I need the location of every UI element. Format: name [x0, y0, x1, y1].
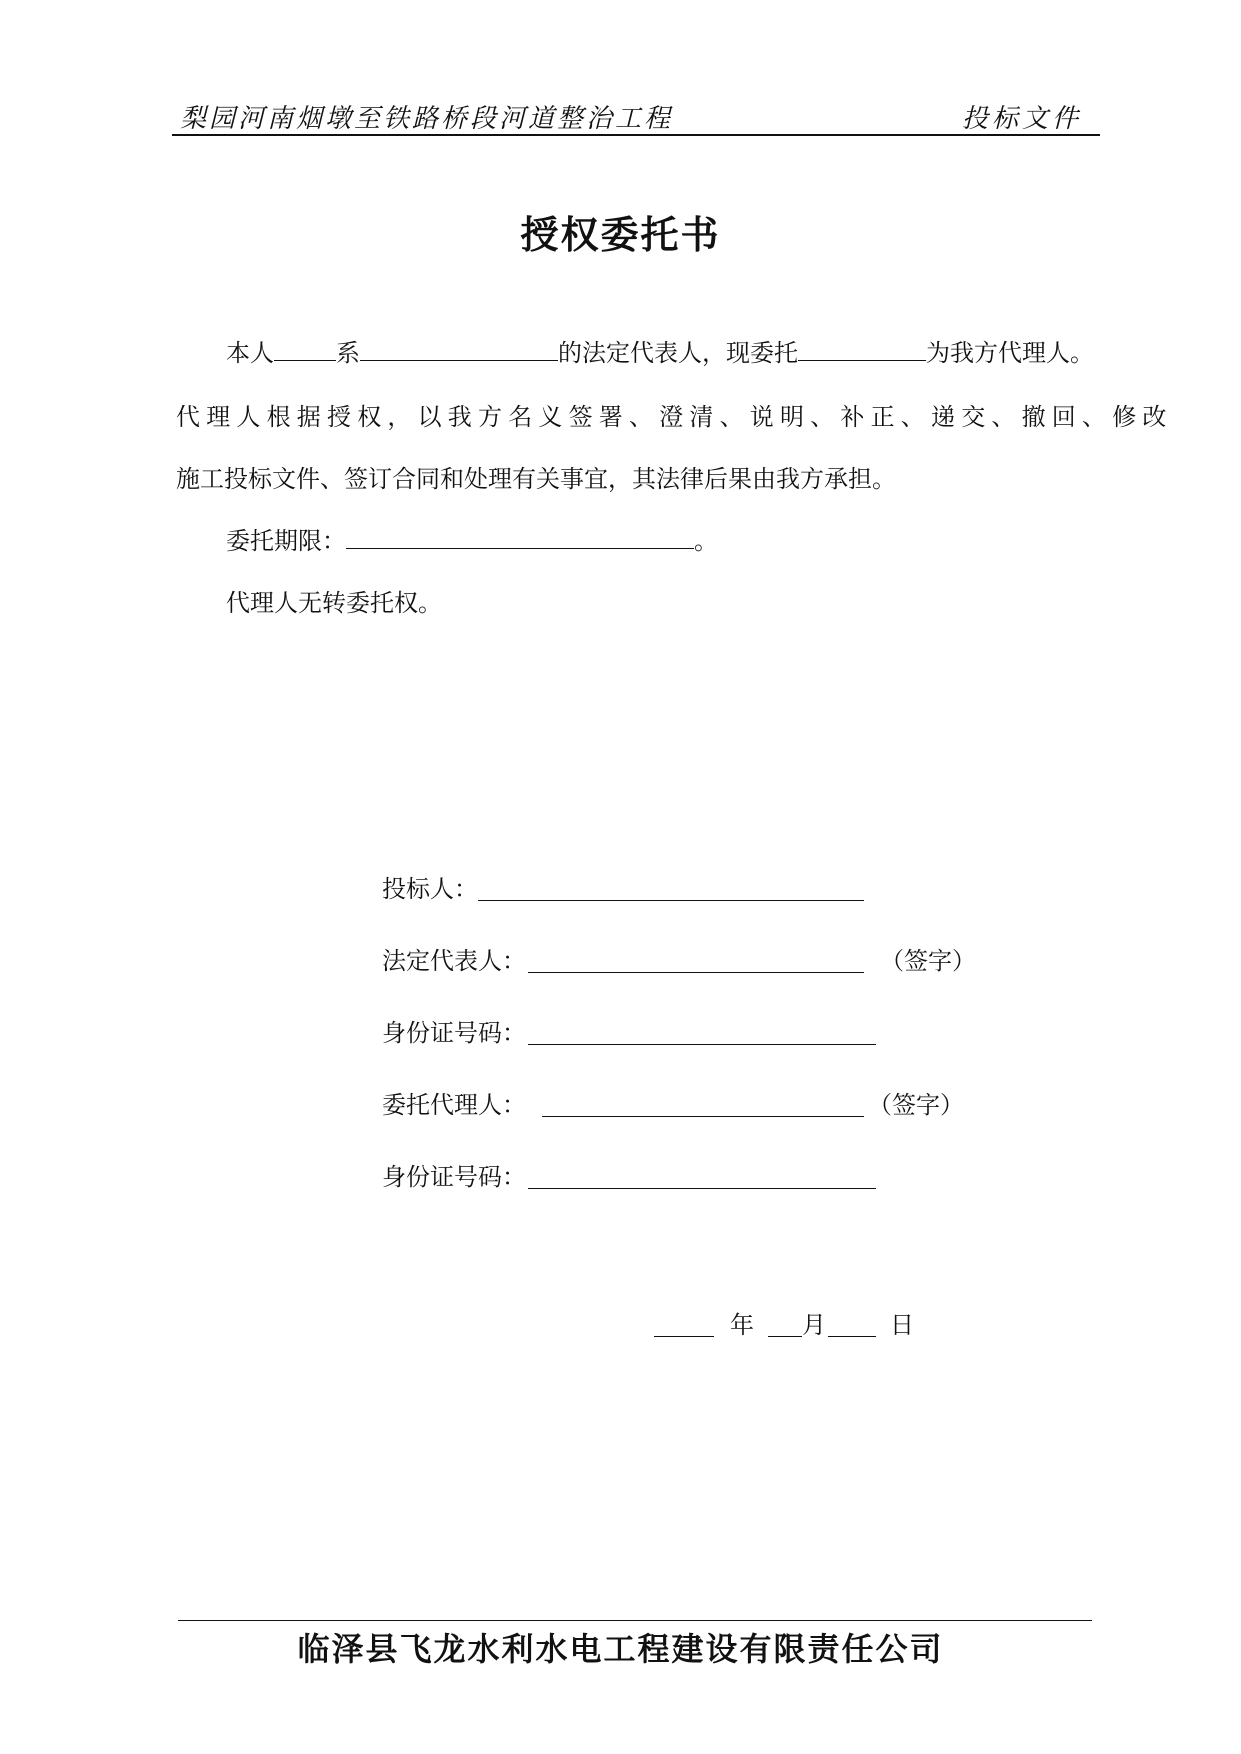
agent-blank[interactable] [542, 1114, 864, 1117]
paragraph-line-1 [226, 338, 1094, 368]
term-blank[interactable] [346, 526, 694, 549]
month-blank[interactable] [768, 1334, 802, 1337]
id-number-label-2: 身份证号码： [382, 1163, 526, 1191]
sign-note-1: （签字） [880, 947, 976, 975]
header-doc-type: 投标文件 [961, 104, 1082, 134]
bidder-label: 投标人： [382, 875, 478, 903]
legal-rep-blank[interactable] [528, 970, 864, 973]
name-blank[interactable] [274, 338, 336, 361]
day-label: 日 [890, 1311, 914, 1339]
document-title: 授权委托书 [520, 212, 721, 257]
header-project-title: 梨园河南烟墩至铁路桥段河道整治工程 [180, 104, 674, 134]
id-number-label-1: 身份证号码： [382, 1019, 526, 1047]
year-label: 年 [730, 1311, 754, 1339]
paragraph-line-2: 代理人根据授权，以我方名义签署、澄清、说明、补正、递交、撤回、修改 [176, 403, 1173, 431]
id-number-blank-2[interactable] [528, 1186, 876, 1189]
month-label: 月 [802, 1311, 826, 1339]
legal-rep-label: 法定代表人： [382, 947, 526, 975]
agent-label: 委托代理人： [382, 1091, 526, 1119]
agent-name-blank[interactable] [798, 338, 926, 361]
text-segment: 为我方代理人。 [926, 339, 1094, 367]
no-transfer-line: 代理人无转委托权。 [226, 589, 442, 617]
year-blank[interactable] [654, 1334, 714, 1337]
id-number-blank-1[interactable] [528, 1042, 876, 1045]
sign-note-2: （签字） [868, 1091, 964, 1119]
company-blank[interactable] [360, 338, 558, 361]
day-blank[interactable] [828, 1334, 876, 1337]
page-header [172, 88, 1100, 136]
paragraph-line-3: 施工投标文件、签订合同和处理有关事宜，其法律后果由我方承担。 [176, 465, 896, 493]
footer-company-name: 临泽县飞龙水利水电工程建设有限责任公司 [297, 1630, 944, 1668]
term-line [226, 526, 718, 556]
footer-divider [178, 1620, 1092, 1621]
text-segment: 本人 [226, 339, 274, 367]
text-segment: 系 [336, 339, 360, 367]
bidder-blank[interactable] [478, 898, 864, 901]
term-label: 委托期限： [226, 527, 346, 555]
term-end: 。 [694, 527, 718, 555]
text-segment: 的法定代表人，现委托 [558, 339, 798, 367]
